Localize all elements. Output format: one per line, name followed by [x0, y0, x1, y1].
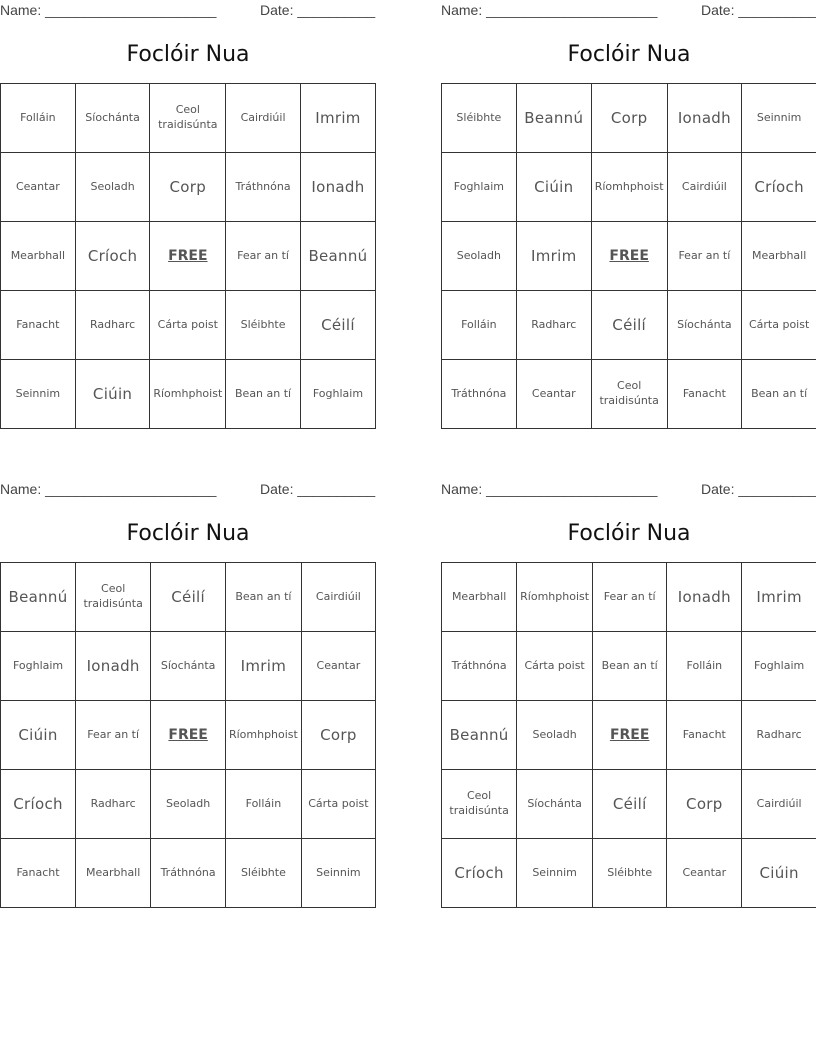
bingo-cell: Críoch	[742, 153, 816, 222]
bingo-cell: Mearbhall	[442, 563, 517, 632]
bingo-grid	[0, 562, 376, 908]
bingo-cell: Cairdiúil	[667, 153, 742, 222]
bingo-cell: Bean an tí	[226, 360, 301, 429]
date-field-label: Date: __________	[701, 481, 816, 497]
bingo-cell: Seinnim	[301, 839, 375, 908]
name-field-label: Name: ______________________	[0, 481, 217, 497]
bingo-cell: Fanacht	[667, 701, 742, 770]
bingo-cell: Beannú	[1, 563, 76, 632]
bingo-cell: Fanacht	[667, 360, 742, 429]
grid-row	[1, 770, 376, 839]
card-header	[0, 0, 376, 20]
bingo-cell: Bean an tí	[592, 632, 666, 701]
card-title: Foclóir Nua	[126, 42, 250, 67]
bingo-cell: Síochánta	[517, 770, 593, 839]
grid-row	[442, 291, 816, 360]
bingo-cell: Fear an tí	[592, 563, 666, 632]
bingo-cell: Seinnim	[1, 360, 76, 429]
bingo-cell: Tráthnóna	[226, 153, 301, 222]
bingo-cell: Fanacht	[1, 291, 76, 360]
grid-row	[1, 632, 376, 701]
bingo-cell: Sléibhte	[226, 839, 302, 908]
bingo-cell: Ceantar	[516, 360, 591, 429]
grid-row	[1, 291, 376, 360]
date-field-label: Date: __________	[260, 481, 376, 497]
bingo-cell: Beannú	[516, 84, 591, 153]
grid-row	[1, 360, 376, 429]
name-field-label: Name: ______________________	[441, 2, 658, 18]
date-field-label: Date: __________	[260, 2, 376, 18]
bingo-cell: Radharc	[516, 291, 591, 360]
bingo-cell: Mearbhall	[76, 839, 151, 908]
bingo-cell: Seinnim	[517, 839, 593, 908]
grid-row	[442, 153, 816, 222]
bingo-cell: Imrim	[516, 222, 591, 291]
bingo-cell: Cárta poist	[742, 291, 816, 360]
grid-row	[442, 222, 816, 291]
bingo-cell: Fear an tí	[76, 701, 151, 770]
bingo-cell: Fanacht	[1, 839, 76, 908]
bingo-cell: Sléibhte	[226, 291, 301, 360]
card-header	[441, 0, 816, 20]
bingo-cell: Beannú	[442, 701, 517, 770]
free-space-cell: FREE	[591, 222, 667, 291]
grid-row	[1, 839, 376, 908]
grid-row	[442, 770, 816, 839]
bingo-cell: Fear an tí	[226, 222, 301, 291]
bingo-cell: Ionadh	[667, 84, 742, 153]
bingo-cell: Cairdiúil	[742, 770, 816, 839]
bingo-cell: Mearbhall	[1, 222, 76, 291]
grid-row	[442, 632, 816, 701]
bingo-cell: Foghlaim	[1, 632, 76, 701]
bingo-cell: Imrim	[742, 563, 816, 632]
bingo-cell: Corp	[591, 84, 667, 153]
free-space-cell: FREE	[151, 701, 226, 770]
bingo-cell: Corp	[150, 153, 226, 222]
bingo-cell: Ceol traidisúnta	[76, 563, 151, 632]
bingo-cell: Ríomhphoist	[226, 701, 302, 770]
name-field-label: Name: ______________________	[441, 481, 658, 497]
bingo-cell: Seinnim	[742, 84, 816, 153]
bingo-cell: Cairdiúil	[301, 563, 375, 632]
bingo-cell: Ceol traidisúnta	[442, 770, 517, 839]
bingo-cell: Ceantar	[301, 632, 375, 701]
card-title: Foclóir Nua	[567, 42, 691, 67]
bingo-grid	[441, 83, 816, 429]
bingo-cell: Críoch	[442, 839, 517, 908]
bingo-cell: Foghlaim	[442, 153, 517, 222]
bingo-cell: Seoladh	[75, 153, 150, 222]
bingo-cell: Ceol traidisúnta	[591, 360, 667, 429]
bingo-cell: Críoch	[75, 222, 150, 291]
grid-row	[442, 701, 816, 770]
grid-row	[442, 563, 816, 632]
bingo-cell: Ceol traidisúnta	[150, 84, 226, 153]
grid-row	[442, 360, 816, 429]
bingo-cell: Folláin	[442, 291, 517, 360]
bingo-cell: Síochánta	[667, 291, 742, 360]
card-header	[441, 479, 816, 499]
bingo-cell: Ionadh	[76, 632, 151, 701]
bingo-cell: Folláin	[1, 84, 76, 153]
bingo-cell: Sléibhte	[592, 839, 666, 908]
bingo-cell: Foghlaim	[300, 360, 375, 429]
bingo-cell: Tráthnóna	[442, 632, 517, 701]
date-field-label: Date: __________	[701, 2, 816, 18]
grid-row	[1, 84, 376, 153]
bingo-cell: Cárta poist	[301, 770, 375, 839]
name-field-label: Name: ______________________	[0, 2, 217, 18]
bingo-cell: Seoladh	[517, 701, 593, 770]
bingo-grid	[0, 83, 376, 429]
bingo-cell: Cárta poist	[150, 291, 226, 360]
grid-row	[442, 84, 816, 153]
bingo-cell: Cárta poist	[517, 632, 593, 701]
free-space-cell: FREE	[150, 222, 226, 291]
bingo-cell: Ceantar	[667, 839, 742, 908]
bingo-cell: Bean an tí	[226, 563, 302, 632]
bingo-cell: Cairdiúil	[226, 84, 301, 153]
bingo-cell: Ceantar	[1, 153, 76, 222]
bingo-cell: Beannú	[300, 222, 375, 291]
grid-row	[1, 701, 376, 770]
bingo-cell: Foghlaim	[742, 632, 816, 701]
bingo-cell: Seoladh	[442, 222, 517, 291]
bingo-cell: Ciúin	[516, 153, 591, 222]
bingo-cell: Seoladh	[151, 770, 226, 839]
bingo-cell: Céilí	[591, 291, 667, 360]
bingo-cell: Mearbhall	[742, 222, 816, 291]
bingo-cell: Folláin	[226, 770, 302, 839]
bingo-cell: Céilí	[151, 563, 226, 632]
bingo-cell: Corp	[667, 770, 742, 839]
card-header	[0, 479, 376, 499]
grid-row	[442, 839, 816, 908]
grid-row	[1, 153, 376, 222]
bingo-cell: Corp	[301, 701, 375, 770]
bingo-cell: Ciúin	[75, 360, 150, 429]
bingo-cell: Imrim	[300, 84, 375, 153]
bingo-cell: Ríomhphoist	[591, 153, 667, 222]
bingo-grid	[441, 562, 816, 908]
bingo-cell: Radharc	[742, 701, 816, 770]
bingo-cell: Tráthnóna	[151, 839, 226, 908]
bingo-cell: Radharc	[75, 291, 150, 360]
free-space-cell: FREE	[592, 701, 666, 770]
bingo-cell: Imrim	[226, 632, 302, 701]
bingo-cell: Ionadh	[667, 563, 742, 632]
bingo-cell: Ríomhphoist	[150, 360, 226, 429]
bingo-cell: Tráthnóna	[442, 360, 517, 429]
bingo-cell: Bean an tí	[742, 360, 816, 429]
bingo-cell: Síochánta	[75, 84, 150, 153]
bingo-cell: Ríomhphoist	[517, 563, 593, 632]
bingo-cell: Ciúin	[742, 839, 816, 908]
bingo-cell: Céilí	[592, 770, 666, 839]
grid-row	[1, 222, 376, 291]
bingo-cell: Ciúin	[1, 701, 76, 770]
card-title: Foclóir Nua	[567, 521, 691, 546]
bingo-cell: Críoch	[1, 770, 76, 839]
bingo-cell: Folláin	[667, 632, 742, 701]
bingo-cell: Síochánta	[151, 632, 226, 701]
bingo-cell: Fear an tí	[667, 222, 742, 291]
bingo-cell: Céilí	[300, 291, 375, 360]
grid-row	[1, 563, 376, 632]
bingo-cell: Sléibhte	[442, 84, 517, 153]
bingo-cell: Ionadh	[300, 153, 375, 222]
bingo-cell: Radharc	[76, 770, 151, 839]
card-title: Foclóir Nua	[126, 521, 250, 546]
